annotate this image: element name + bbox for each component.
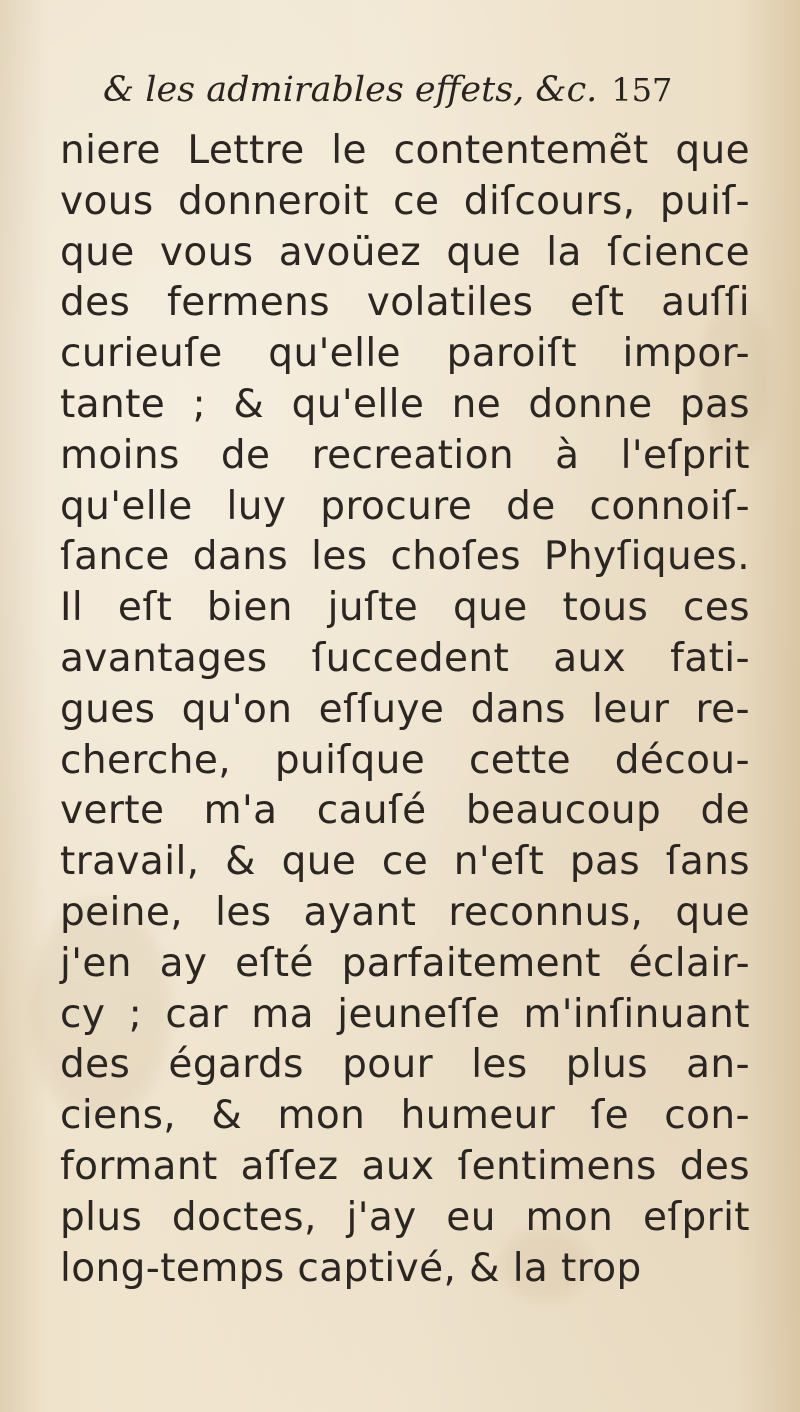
text-line: avantages ſuccedent aux fati-	[60, 635, 750, 681]
page-text	[60, 126, 750, 1294]
text-line: gues qu'on eſſuye dans leur re-	[60, 686, 750, 732]
text-line: que vous avoüez que la ſcience	[60, 229, 750, 275]
text-line: verte m'a cauſé beaucoup de	[60, 788, 750, 834]
running-header	[103, 70, 743, 132]
text-line: des égards pour les plus an-	[60, 1042, 750, 1088]
text-line: Il eſt bien juſte que tous ces	[60, 585, 750, 631]
text-line: tante ; & qu'elle ne donne pas	[60, 381, 750, 427]
text-line: ſance dans les choſes Phyſiques.	[60, 534, 750, 580]
text-line: plus doctes, j'ay eu mon eſprit	[60, 1194, 750, 1240]
text-line: niere Lettre le contentemẽt que	[60, 128, 750, 173]
page-number: 157	[611, 71, 673, 109]
text-line: moins de recreation à l'eſprit	[60, 432, 750, 478]
text-line: travail, & que ce n'eſt pas ſans	[60, 839, 750, 885]
text-line: des fermens volatiles eſt auſſi	[60, 280, 750, 326]
text-line: qu'elle luy procure de connoiſ-	[60, 483, 750, 529]
text-line: vous donneroit ce diſcours, puiſ-	[60, 178, 750, 224]
text-line: cy ; car ma jeuneſſe m'inſinuant	[60, 991, 750, 1037]
text-line: cherche, puiſque cette décou-	[60, 737, 750, 783]
text-line: formant aſſez aux ſentimens des	[60, 1143, 750, 1189]
text-line: ciens, & mon humeur ſe con-	[60, 1093, 750, 1139]
text-line: long-temps captivé, & la trop	[60, 1245, 642, 1291]
text-line: peine, les ayant reconnus, que	[60, 889, 750, 935]
text-line: j'en ay eſté parfaitement éclair-	[60, 940, 750, 986]
running-title: & les admirables effets, &c.	[103, 70, 598, 110]
text-line: curieuſe qu'elle paroiſt impor-	[60, 331, 750, 377]
